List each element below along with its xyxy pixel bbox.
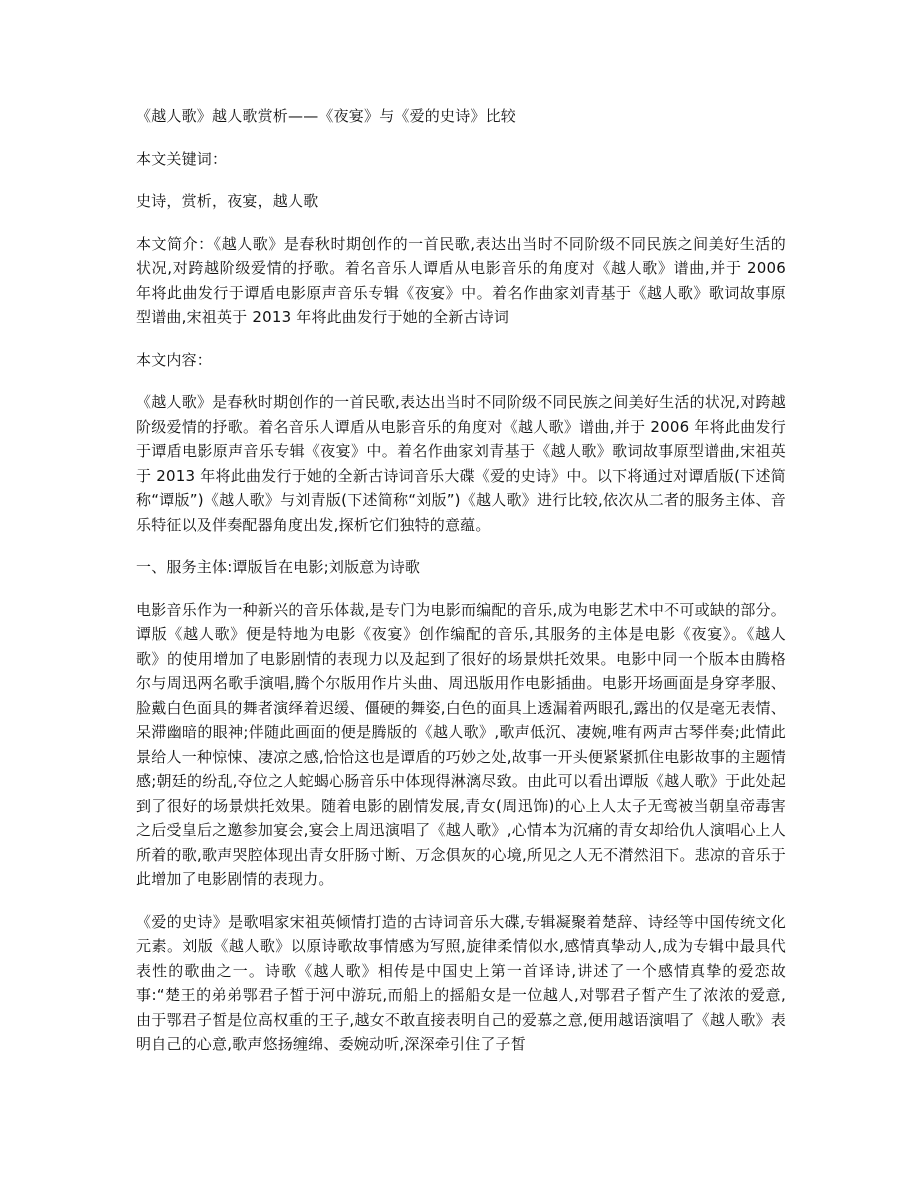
intro-paragraph: 《越人歌》是春秋时期创作的一首民歌,表达出当时不同阶级不同民族之间美好生活的状况,对跨越阶级爱情的抒歌。着名音乐人谭盾从电影音乐的角度对《越人歌》谱曲,并于 2006 年将此曲发行于谭盾电影原声音乐专辑《夜宴》中。着名作曲家刘青基于《越人歌》歌词故事原型谱曲,宋祖英于 2013 年将此曲发行于她的全新古诗词音乐大碟《爱的史诗》中。以下将通过对谭盾版(下述简称“谭版”)《越人歌》与刘青版(下述简称“刘版”)《越人歌》进行比较,依次从二者的服务主体、音乐特征以及伴奏配器角度出发,探析它们独特的意蕴。 [136, 393, 786, 534]
abstract-paragraph: 本文简介：《越人歌》是春秋时期创作的一首民歌,表达出当时不同阶级不同民族之间美好生活的状况,对跨越阶级爱情的抒歌。着名音乐人谭盾从电影音乐的角度对《越人歌》谱曲,并于 2006 年将此曲发行于谭盾电影原声音乐专辑《夜宴》中。着名作曲家刘青基于《越人歌》歌词故事原型谱曲,宋祖英于 2013 年将此曲发行于她的全新古诗词 [136, 234, 786, 326]
body-paragraph: 电影音乐作为一种新兴的音乐体裁,是专门为电影而编配的音乐,成为电影艺术中不可或缺的部分。谭版《越人歌》便是特地为电影《夜宴》创作编配的音乐,其服务的主体是电影《夜宴》。《越人歌》的使用增加了电影剧情的表现力以及起到了很好的场景烘托效果。电影中同一个版本由腾格尔与周迅两名歌手演唱,腾个尔版用作片头曲、周迅版用作电影插曲。电影开场画面是身穿孝服、脸戴白色面具的舞者演绎着迟缓、僵硬的舞姿,白色的面具上透漏着两眼孔,露出的仅是毫无表情、呆滞幽暗的眼神;伴随此画面的便是腾版的《越人歌》,歌声低沉、凄婉,唯有两声古琴伴奏;此情此景给人一种惊悚、凄凉之感,恰恰这也是谭盾的巧妙之处,故事一开头便紧紧抓住电影故事的主题情感;朝廷的纷乱,夺位之人蛇蝎心肠音乐中体现得淋漓尽致。由此可以看出谭版《越人歌》于此处起到了很好的场景烘托效果。随着电影的剧情发展,青女(周迅饰)的心上人太子无鸾被当朝皇帝毒害之后受皇后之邀参加宴会,宴会上周迅演唱了《越人歌》,心情本为沉痛的青女却给仇人演唱心上人所着的歌,歌声哭腔体现出青女肝肠寸断、万念俱灰的心境,所见之人无不潸然泪下。悲凉的音乐于此增加了电影剧情的表现力。 [136, 600, 786, 888]
body-paragraph: 《爱的史诗》是歌唱家宋祖英倾情打造的古诗词音乐大碟,专辑凝聚着楚辞、诗经等中国传统文化元素。刘版《越人歌》以原诗歌故事情感为写照,旋律柔情似水,感情真挚动人,成为专辑中最具代表性的歌曲之一。诗歌《越人歌》相传是中国史上第一首译诗,讲述了一个感情真挚的爱恋故事:“楚王的弟弟鄂君子皙于河中游玩,而船上的摇船女是一位越人,对鄂君子皙产生了浓浓的爱意,由于鄂君子皙是位高权重的王子,越女不敢直接表明自己的爱慕之意,便用越语演唱了《越人歌》表明自己的心意,歌声悠扬缠绵、委婉动听,深深牵引住了子皙 [136, 912, 786, 1053]
section-heading: 一、服务主体:谭版旨在电影;刘版意为诗歌 [136, 558, 421, 576]
keywords-label: 本文关键词： [136, 149, 228, 168]
document-title: 《越人歌》越人歌赏析——《夜宴》与《爱的史诗》比较 [136, 107, 517, 125]
keywords-text: 史诗，赏析，夜宴，越人歌 [136, 192, 319, 210]
content-label: 本文内容： [136, 350, 213, 369]
document-page [136, 104, 786, 1075]
